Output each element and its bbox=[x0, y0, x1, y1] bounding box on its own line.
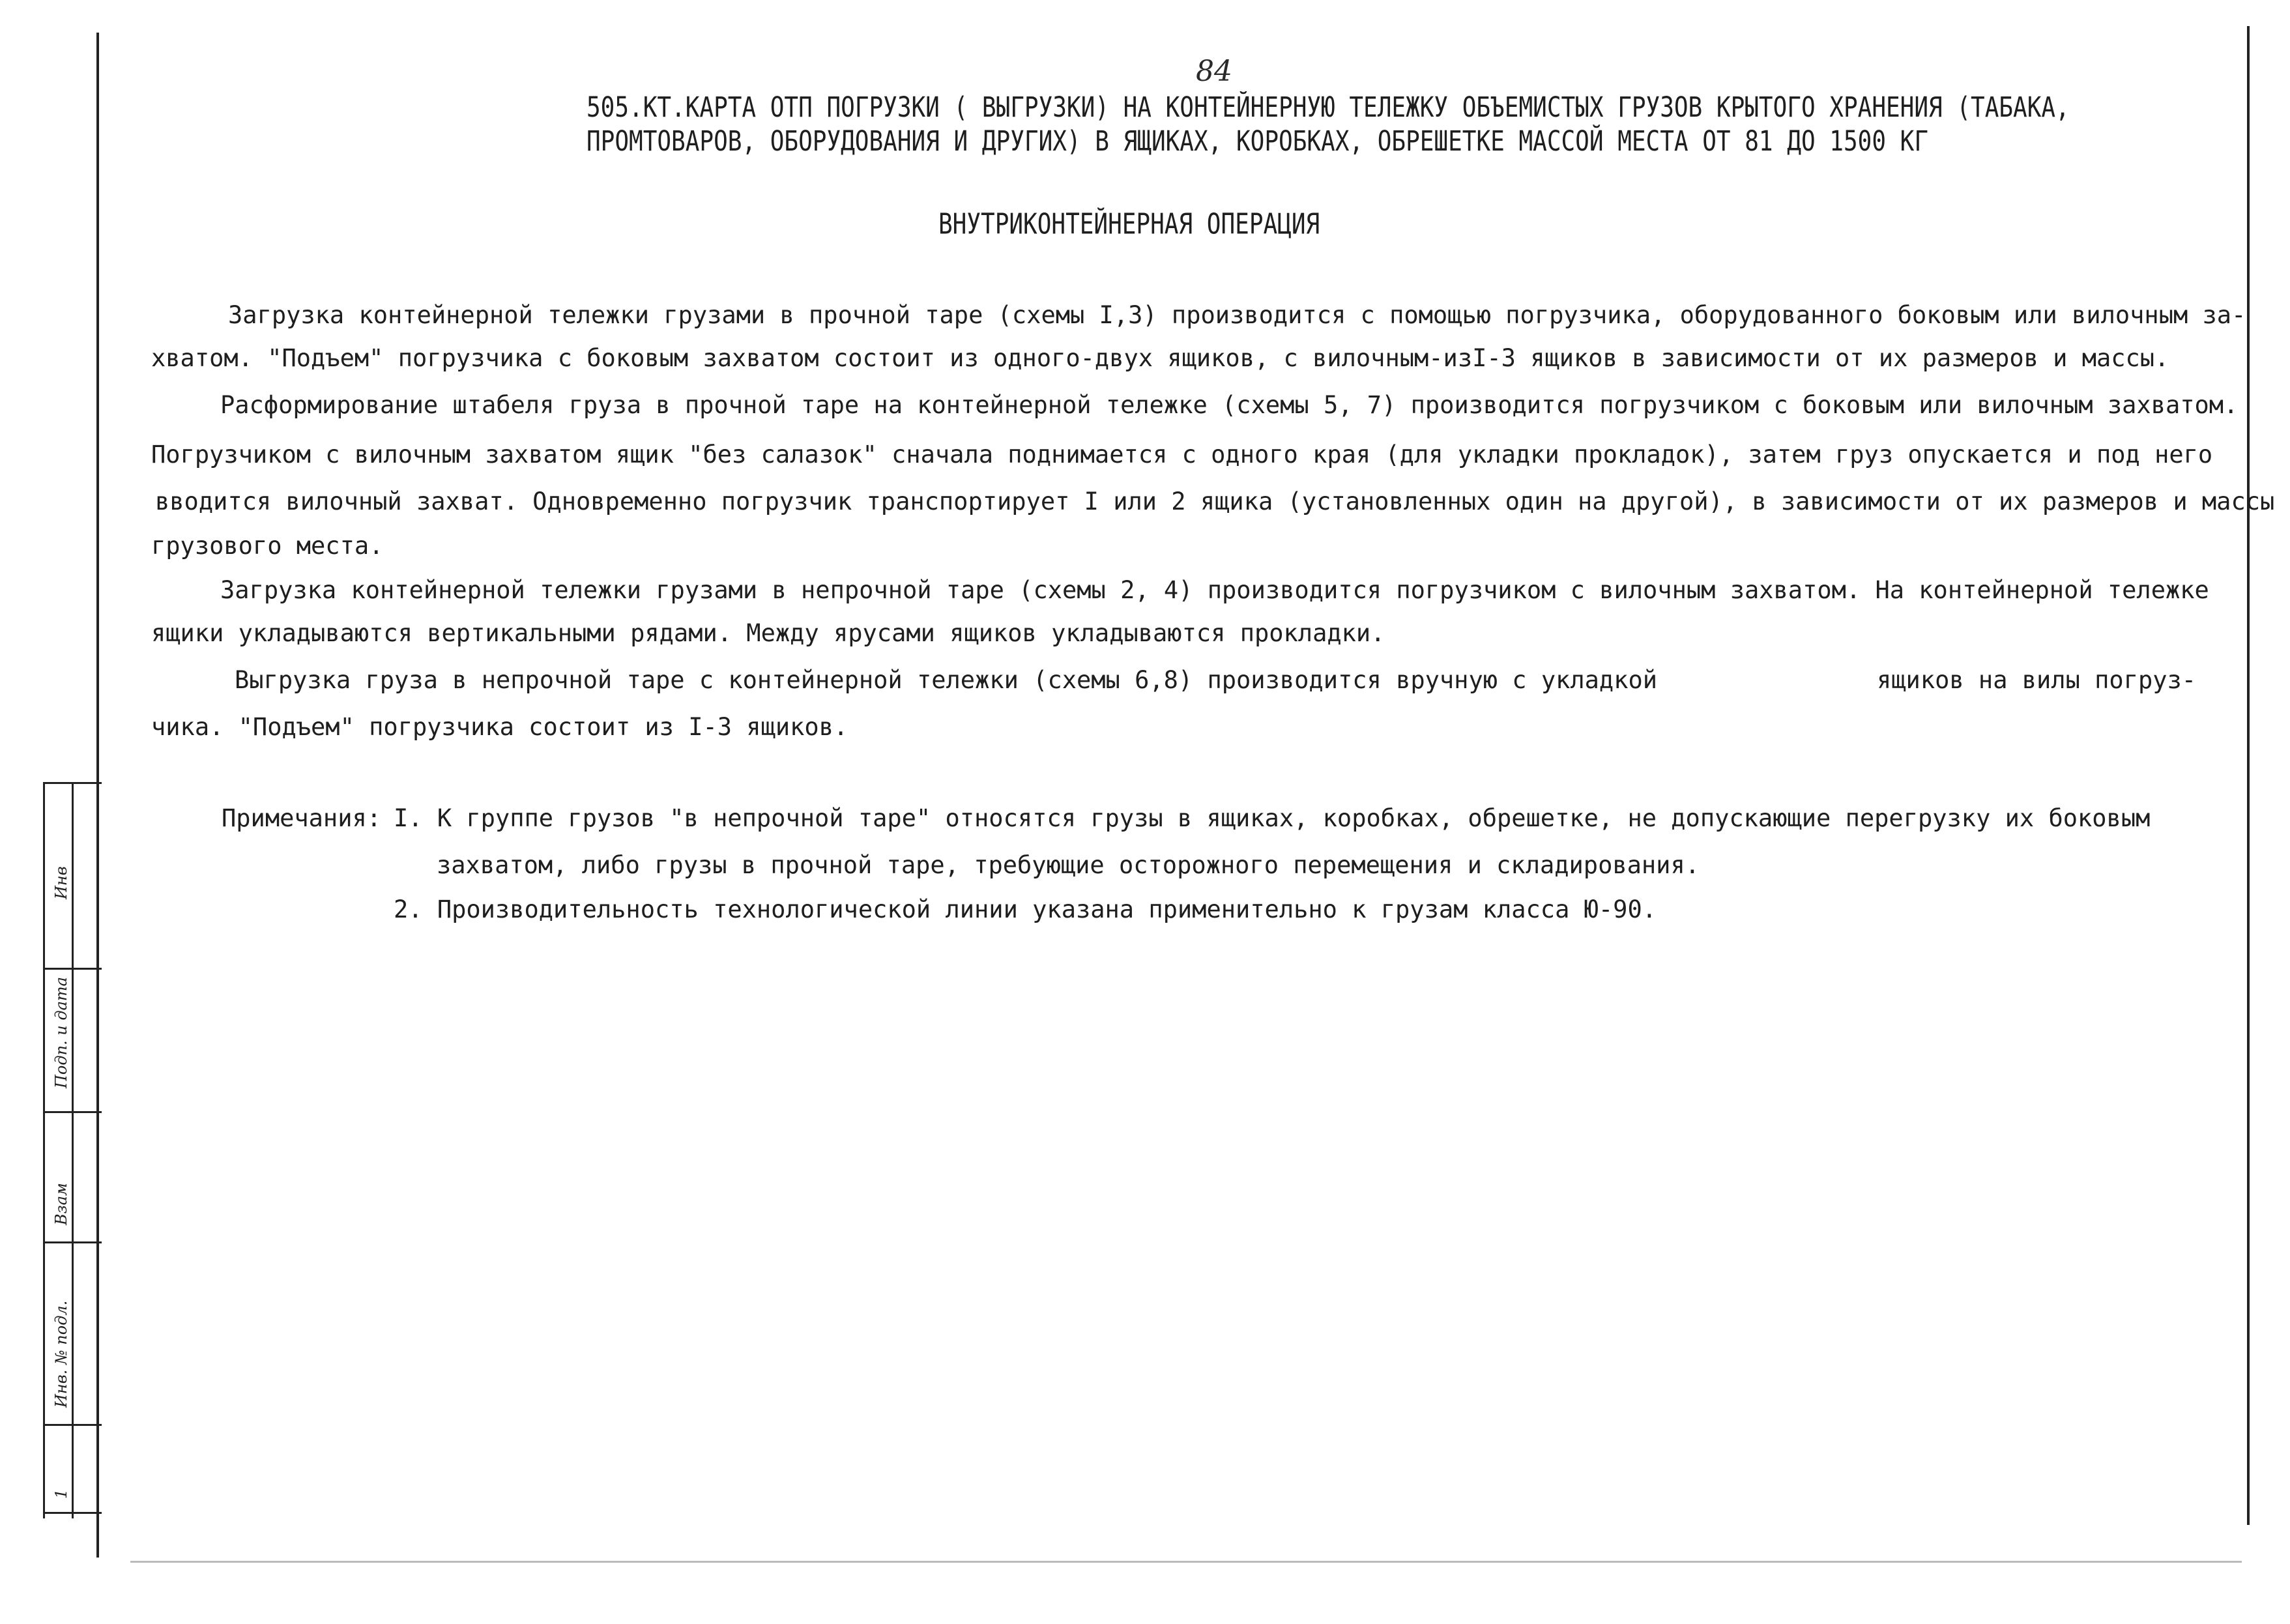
stamp-vertical-line-mid bbox=[72, 782, 74, 1518]
note-1-line-2: захватом, либо грузы в прочной таре, требующие осторожного перемещения и складирования. bbox=[437, 851, 1700, 879]
stamp-vertical-line-left bbox=[43, 782, 45, 1518]
paragraph-3-line-1: Загрузка контейнерной тележки грузами в непрочной таре (схемы 2, 4) производится погрузчиком с вилочным захватом. На контейнерной тележке bbox=[220, 576, 2209, 604]
paragraph-2-line-4: грузового места. bbox=[151, 532, 384, 560]
stamp-cell-4-text: Инв. № подл. bbox=[52, 1300, 70, 1408]
paragraph-2-line-3: вводится вилочный захват. Одновременно погрузчик транспортирует I или 2 ящика (установленных один на другой), в зависимости от их размеров и массы bbox=[155, 487, 2275, 515]
stamp-cell-5-text: 1 bbox=[52, 1488, 70, 1499]
stamp-cell-2-text: Подп. и дата bbox=[52, 977, 70, 1088]
paragraph-2-line-1: Расформирование штабеля груза в прочной таре на контейнерной тележке (схемы 5, 7) производится погрузчиком с боковым или вилочным захватом. bbox=[220, 391, 2239, 419]
header-line-2: ПРОМТОВАРОВ, ОБОРУДОВАНИЯ И ДРУГИХ) В ЯЩИКАХ, КОРОБКАХ, ОБРЕШЕТКЕ МАССОЙ МЕСТА ОТ 81 ДО 1500 КГ bbox=[587, 126, 1929, 158]
header-line-1: 505.КТ.КАРТА ОТП ПОГРУЗКИ ( ВЫГРУЗКИ) НА КОНТЕЙНЕРНУЮ ТЕЛЕЖКУ ОБЪЕМИСТЫХ ГРУЗОВ КРЫТОГО ХРАНЕНИЯ (ТАБАКА, bbox=[587, 92, 2070, 124]
paragraph-4-line-1a: Выгрузка груза в непрочной таре с контейнерной тележки (схемы 6,8) производится вручную с укладкой bbox=[235, 666, 1658, 694]
note-2: 2. Производительность технологической линии указана применительно к грузам класса Ю-90. bbox=[394, 895, 1657, 923]
margin-stamp-table bbox=[43, 782, 108, 1531]
paragraph-4-line-1b: ящиков на вилы погруз- bbox=[1877, 666, 2197, 694]
note-1-line-1: I. К группе грузов "в непрочной таре" относятся грузы в ящиках, коробках, обрешетке, не допускающие перегрузку их боковым bbox=[394, 804, 2151, 832]
paragraph-1-line-2: хватом. "Подъем" погрузчика с боковым захватом состоит из одного-двух ящиков, с вилочным-изI-3 ящиков в зависимости от их размеров и массы. bbox=[151, 344, 2169, 372]
stamp-row-line-5 bbox=[43, 1424, 102, 1426]
section-title: ВНУТРИКОНТЕЙНЕРНАЯ ОПЕРАЦИЯ bbox=[938, 209, 1320, 241]
paragraph-4-line-2: чика. "Подъем" погрузчика состоит из I-3 ящиков. bbox=[151, 713, 848, 741]
stamp-cell-3-text: Взам bbox=[52, 1183, 70, 1225]
document-header bbox=[587, 91, 2070, 159]
stamp-cell-1-text: Инв bbox=[52, 866, 70, 899]
page-number: 84 bbox=[1196, 55, 1232, 88]
stamp-row-line-2 bbox=[43, 968, 102, 970]
paragraph-2-line-2: Погрузчиком с вилочным захватом ящик "без салазок" сначала поднимается с одного края (для укладки прокладок), затем груз опускается и под него bbox=[151, 441, 2213, 469]
stamp-row-line-1 bbox=[43, 782, 102, 784]
notes-label: Примечания: bbox=[222, 804, 382, 832]
right-border-line bbox=[2247, 26, 2250, 1525]
stamp-row-line-4 bbox=[43, 1241, 102, 1243]
bottom-scan-artifact-line bbox=[130, 1561, 2242, 1563]
stamp-row-line-6 bbox=[43, 1512, 102, 1514]
paragraph-3-line-2: ящики укладываются вертикальными рядами. Между ярусами ящиков укладываются прокладки. bbox=[151, 619, 1385, 647]
paragraph-1-line-1: Загрузка контейнерной тележки грузами в прочной таре (схемы I,3) производится с помощью погрузчика, оборудованного боковым или вилочным за- bbox=[228, 301, 2246, 329]
stamp-row-line-3 bbox=[43, 1111, 102, 1113]
